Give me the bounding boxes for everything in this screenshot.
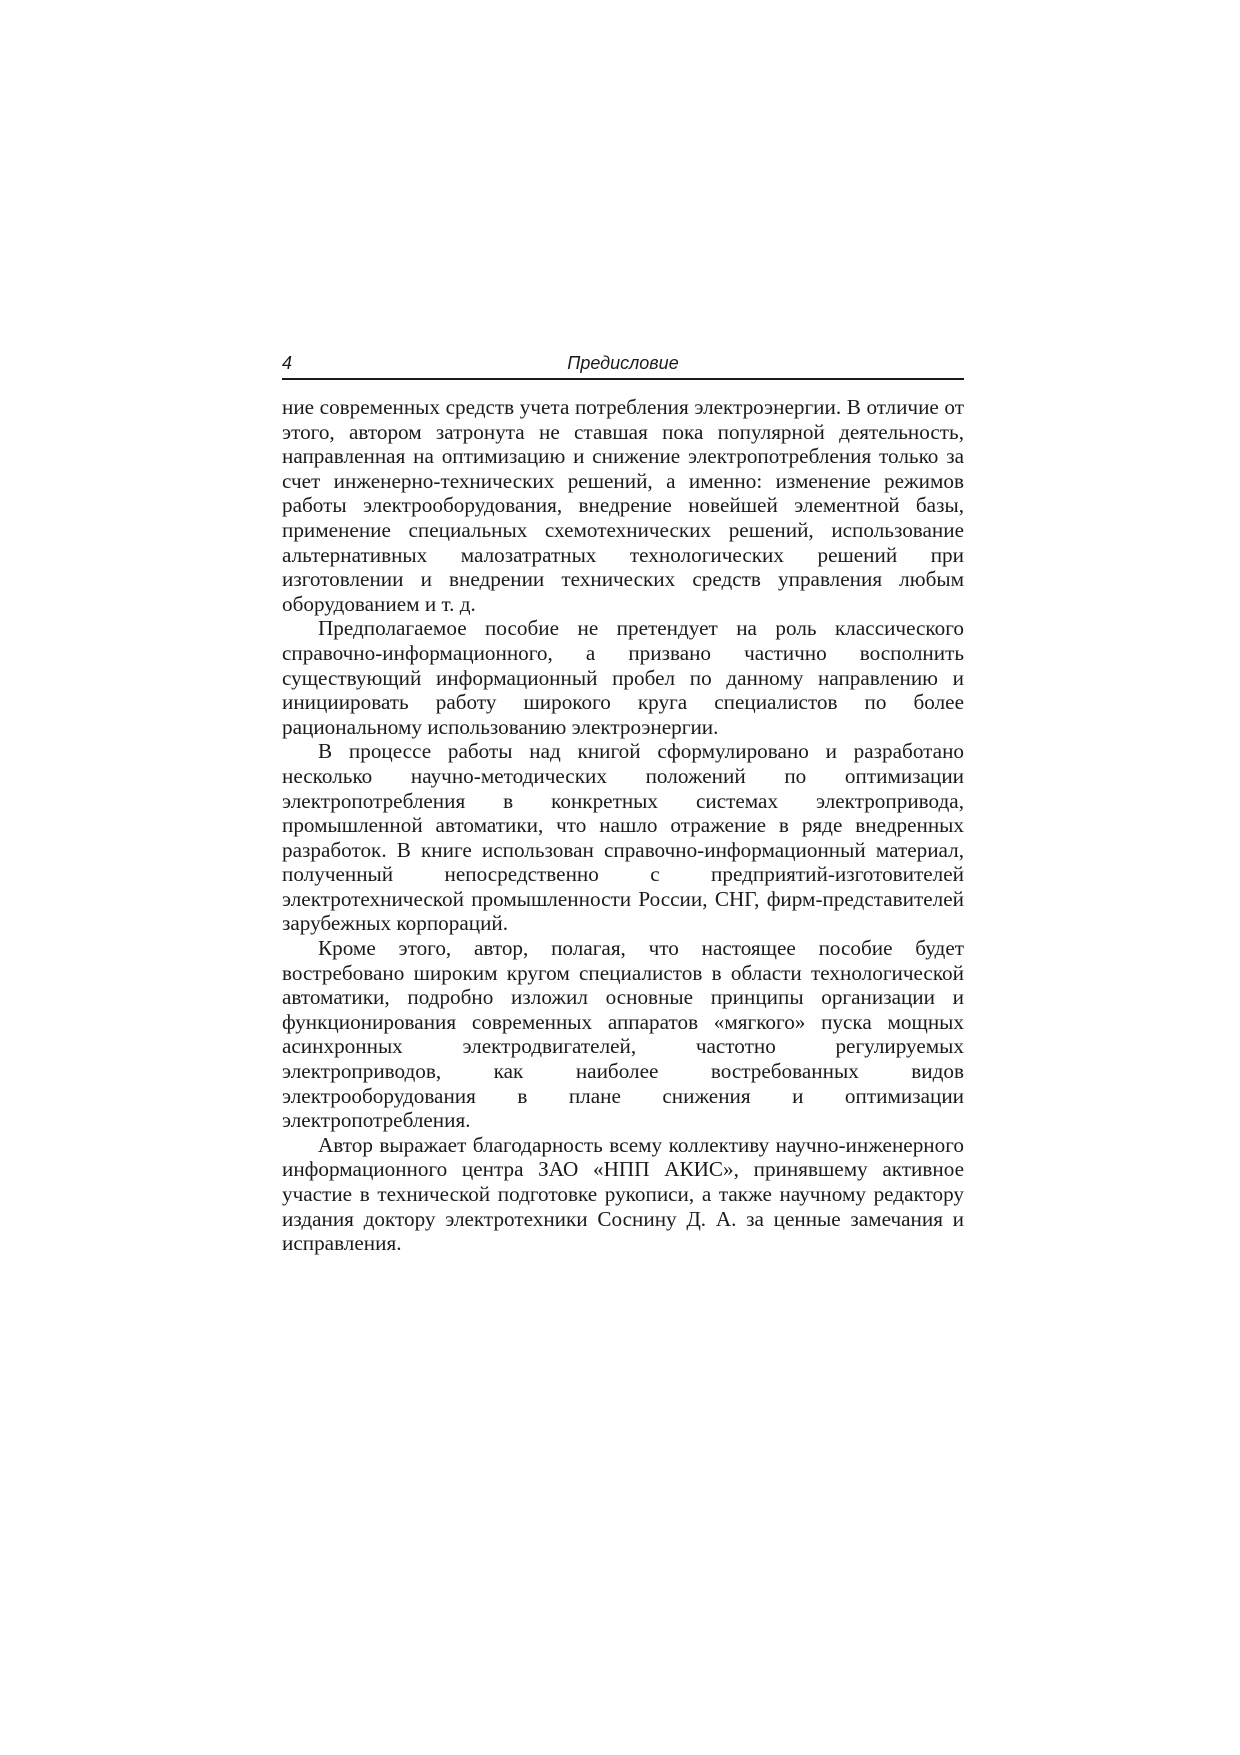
body-text: [282, 395, 964, 1256]
paragraph-continuation: ние современных средств учета потребления электроэнергии. В отличие от этого, автором затронута не ставшая пока популярной деятельность, направленная на оптимизацию и снижение электропотребления только за счет инженерно-технических решений, а именно: изменение режимов работы электрооборудования, внедрение новейшей элементной базы, применение специальных схемотехнических решений, использование альтернативных малозатратных технологических решений при изготовлении и внедрении технических средств управления любым оборудованием и т. д.: [282, 395, 964, 616]
book-page: [282, 352, 964, 1256]
section-title: Предисловие: [567, 353, 679, 373]
running-head: [282, 352, 964, 380]
paragraph: В процессе работы над книгой сформулировано и разработано несколько научно-методических положений по оптимизации электропотребления в конкретных системах электропривода, промышленной автоматики, что нашло отражение в ряде внедренных разработок. В книге использован справочно-информационный материал, полученный непосредственно с предприятий-изготовителей электротехнической промышленности России, СНГ, фирм-представителей зарубежных корпораций.: [282, 739, 964, 936]
paragraph-acknowledgements: Автор выражает благодарность всему коллективу научно-инженерного информационного центра ЗАО «НПП АКИС», принявшему активное участие в технической подготовке рукописи, а также научному редактору издания доктору электротехники Соснину Д. А. за ценные замечания и исправления.: [282, 1132, 964, 1256]
paragraph: Кроме этого, автор, полагая, что настоящее пособие будет востребовано широким кругом специалистов в области технологической автоматики, подробно изложил основные принципы организации и функционирования современных аппаратов «мягкого» пуска мощных асинхронных электродвигателей, частотно регулируемых электроприводов, как наиболее востребованных видов электрооборудования в плане снижения и оптимизации электропотребления.: [282, 936, 964, 1133]
page-number: 4: [282, 353, 293, 373]
paragraph: Предполагаемое пособие не претендует на роль классического справочно-информационного, а призвано частично восполнить существующий информационный пробел по данному направлению и инициировать работу широкого круга специалистов по более рациональному использованию электроэнергии.: [282, 616, 964, 739]
